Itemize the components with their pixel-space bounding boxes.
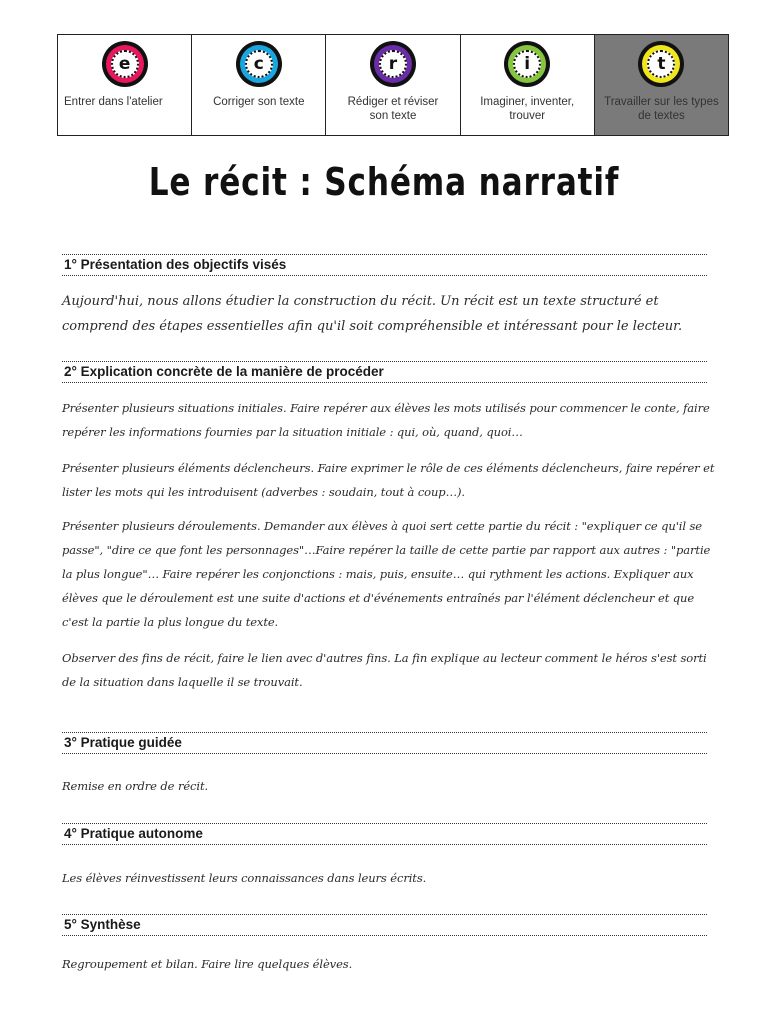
badge-r-icon <box>370 41 416 87</box>
page-title: Le récit : Schéma narratif <box>148 160 620 204</box>
tab-label: Imaginer, inventer, trouver <box>480 96 575 122</box>
tab-rediger[interactable] <box>326 35 460 135</box>
badge-letter: t <box>647 50 675 78</box>
badge-ring <box>374 45 412 83</box>
section-2-paragraph-4: Observer des fins de récit, faire le lien avec d'autres fins. La fin explique au lecteur comment le héros s'est sorti de la situation dans laquelle il se trouvait. <box>62 651 707 689</box>
section-heading-4: 4° Pratique autonome <box>62 823 707 845</box>
section-3-paragraph: Remise en ordre de récit. <box>62 779 209 793</box>
section-heading-3: 3° Pratique guidée <box>62 732 707 754</box>
tab-label: Entrer dans l'atelier <box>64 96 163 108</box>
tab-corriger[interactable] <box>192 35 326 135</box>
badge-ring <box>508 45 546 83</box>
section-2-paragraph-3: Présenter plusieurs déroulements. Demander aux élèves à quoi sert cette partie du récit : "expliquer ce qu'il se passe", "dire ce que font les personnages"…Faire repérer la taille de cette partie par rapport aux autres : "partie la plus longue"… Faire repérer les conjonctions : mais, puis, ensuite… qui rythment les actions. Expliquer aux élèves que le déroulement est une suite d'actions et d'événements entraînés par l'élément déclencheur et que c'est la partie la plus longue du texte. <box>62 519 711 629</box>
section-5-paragraph: Regroupement et bilan. Faire lire quelques élèves. <box>62 957 353 971</box>
tab-travailler[interactable] <box>595 35 728 135</box>
badge-ring <box>106 45 144 83</box>
section-1-paragraph: Aujourd'hui, nous allons étudier la construction du récit. Un récit est un texte structuré et comprend des étapes essentielles afin qu'il soit compréhensible et intéressant pour le lecteur. <box>62 294 683 334</box>
badge-ring <box>240 45 278 83</box>
badge-letter: r <box>379 50 407 78</box>
section-heading-2: 2° Explication concrète de la manière de procéder <box>62 361 707 383</box>
badge-i-icon <box>504 41 550 87</box>
badge-c-icon <box>236 41 282 87</box>
tab-label: Corriger son texte <box>213 96 305 108</box>
tab-imaginer[interactable] <box>461 35 595 135</box>
tab-label: Travailler sur les types de textes <box>604 96 719 122</box>
atelier-tabs <box>57 34 729 136</box>
section-4-paragraph: Les élèves réinvestissent leurs connaissances dans leurs écrits. <box>62 871 427 885</box>
badge-ring <box>642 45 680 83</box>
badge-letter: e <box>111 50 139 78</box>
section-heading-1: 1° Présentation des objectifs visés <box>62 254 707 276</box>
badge-t-icon <box>638 41 684 87</box>
badge-letter: i <box>513 50 541 78</box>
section-heading-5: 5° Synthèse <box>62 914 707 936</box>
badge-letter: c <box>245 50 273 78</box>
section-2-paragraph-1: Présenter plusieurs situations initiales. Faire repérer aux élèves les mots utilisés pour commencer le conte, faire repérer les informations fournies par la situation initiale : qui, où, quand, quoi… <box>62 401 710 439</box>
section-2-paragraph-2: Présenter plusieurs éléments déclencheurs. Faire exprimer le rôle de ces éléments déclencheurs, faire repérer et lister les mots qui les introduisent (adverbes : soudain, tout à coup…). <box>62 461 715 499</box>
badge-e-icon <box>102 41 148 87</box>
tab-label: Rédiger et réviser son texte <box>347 96 439 122</box>
tab-entrer[interactable] <box>58 35 192 135</box>
